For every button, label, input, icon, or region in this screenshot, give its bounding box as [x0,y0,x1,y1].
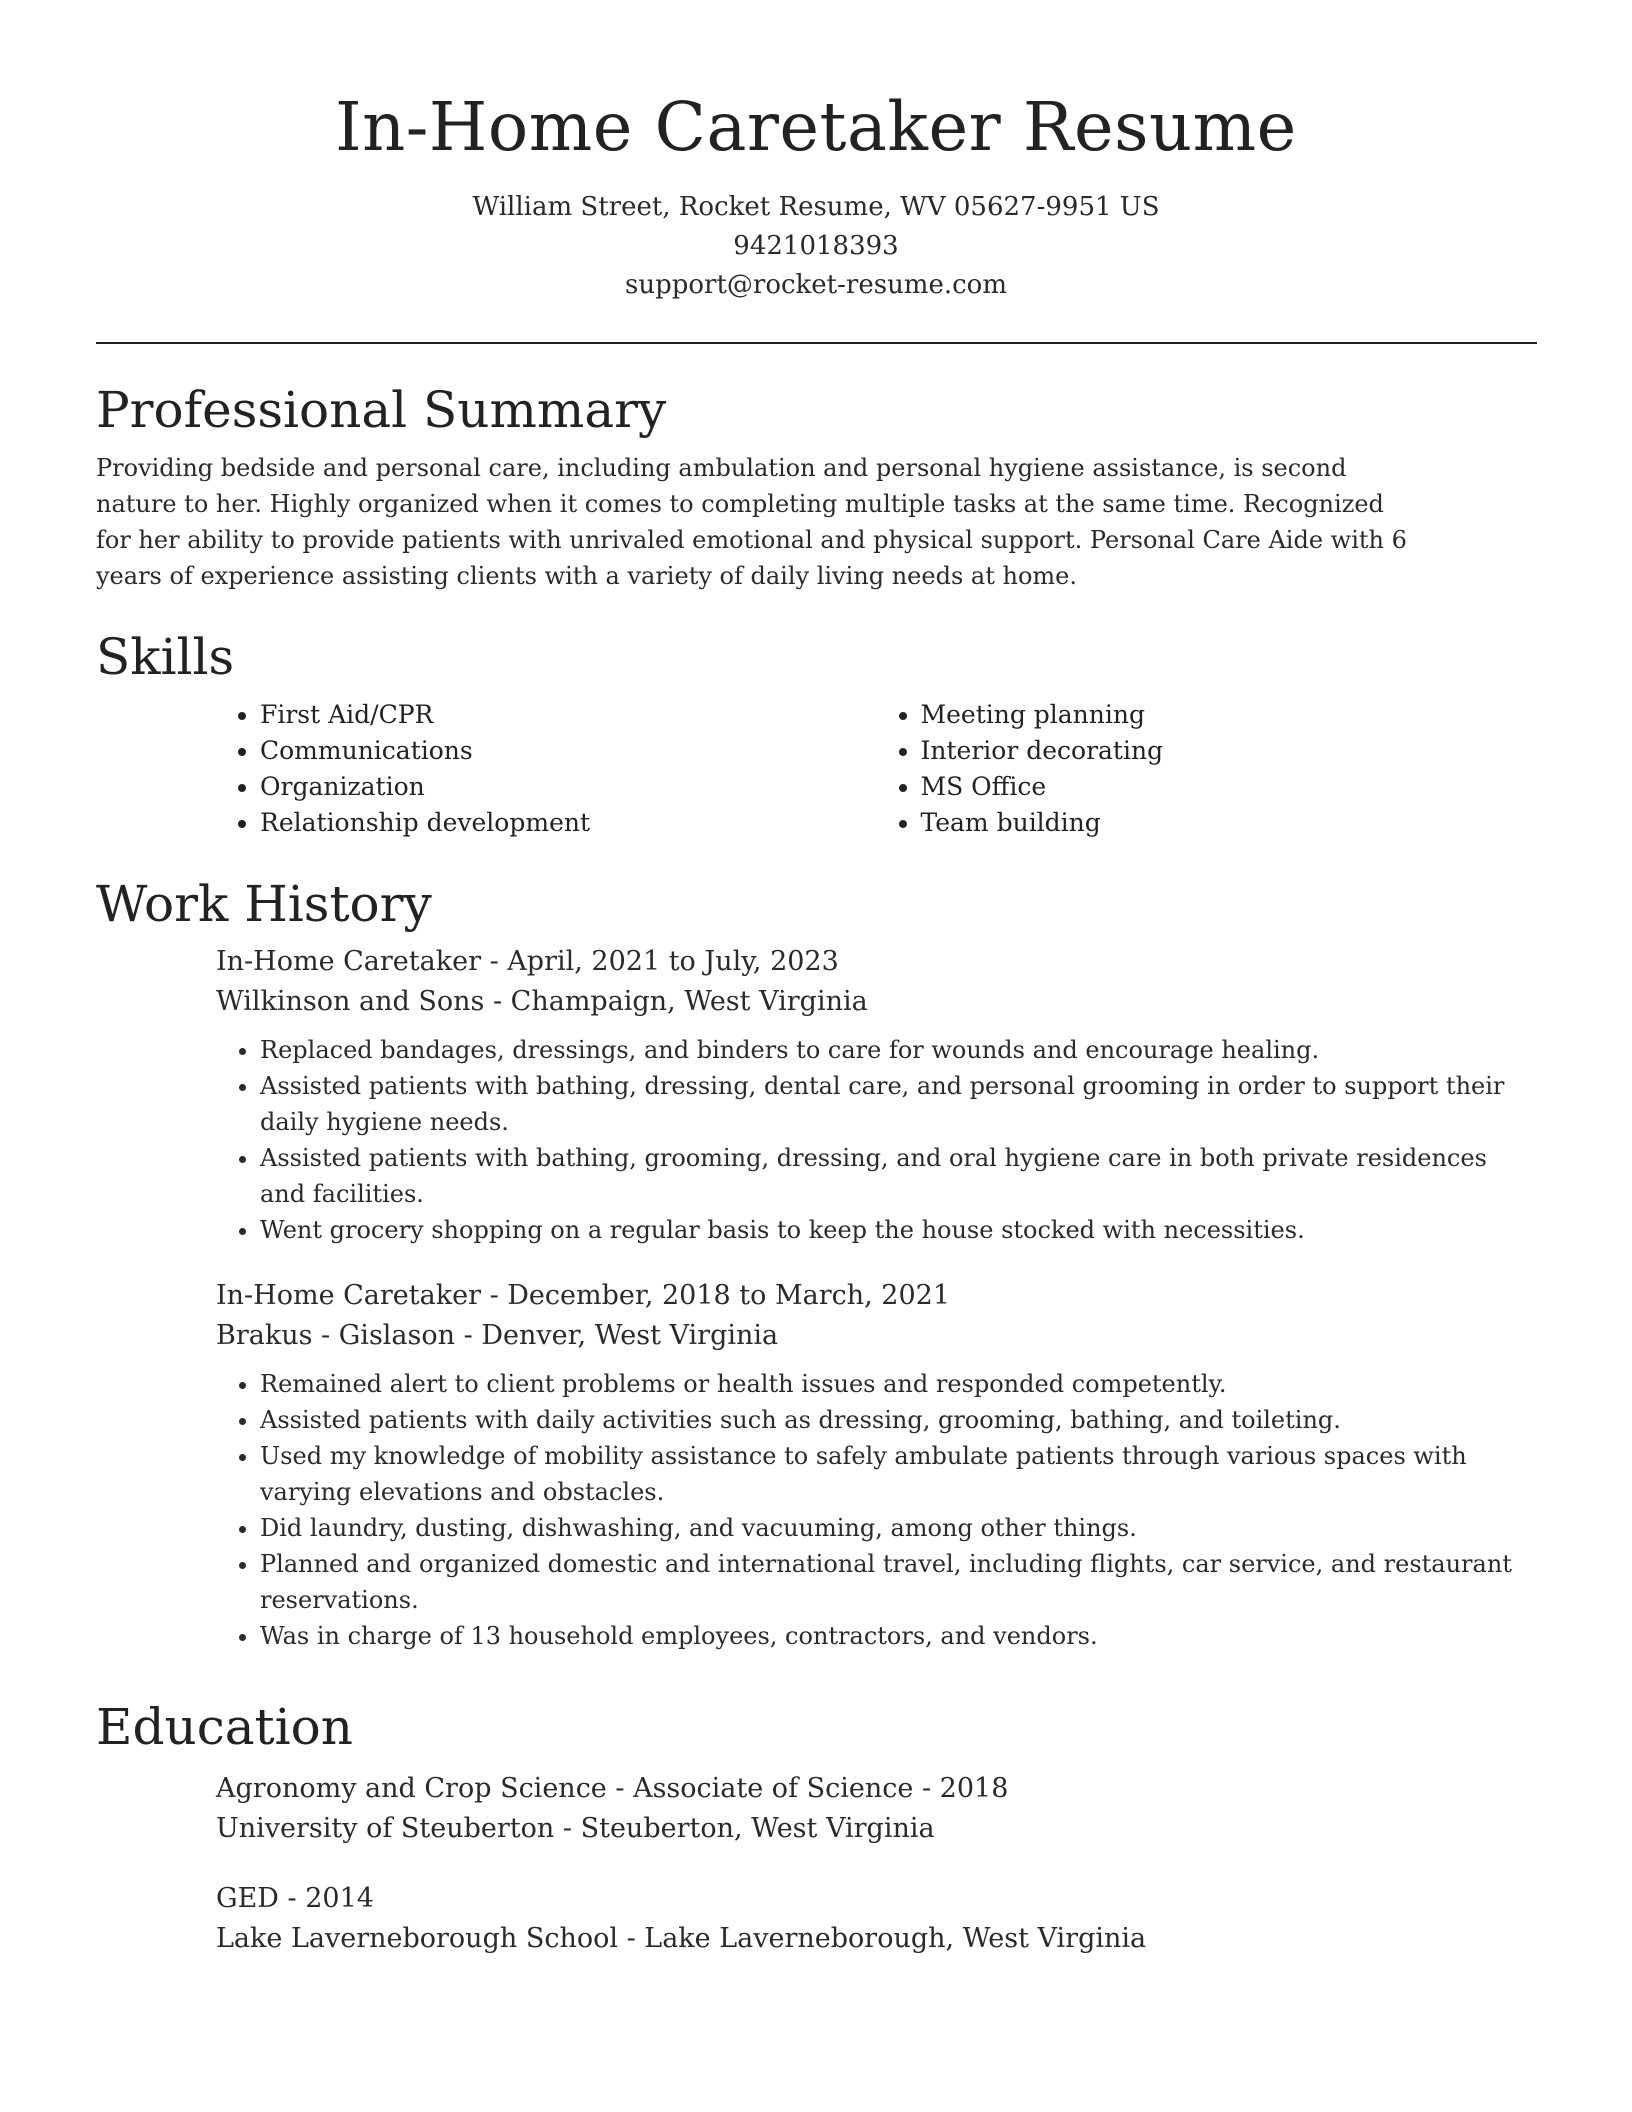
job-bullet: • Was in charge of 13 household employees, contractors, and vendors. [260,1618,1538,1654]
job-bullet: • Remained alert to client problems or health issues and responded competently. [260,1366,1538,1402]
job-company: Brakus - Gislason [216,1320,456,1351]
education-year: 2018 [939,1773,1009,1804]
skill-item: • Communications [260,733,877,769]
work-section [96,874,1537,1682]
job-bullet: • Planned and organized domestic and international travel, including flights, car service, and restaurant reservations. [260,1546,1538,1618]
skill-item: • Relationship development [260,805,877,841]
job-location: Denver, West Virginia [481,1320,779,1351]
resume-title: In-Home Caretaker Resume [335,88,1297,166]
job-bullet: • Assisted patients with bathing, dressing, dental care, and personal grooming in order to support their daily hygiene needs. [260,1068,1538,1140]
skill-item: • Meeting planning [921,697,1538,733]
education-degree: GED [216,1883,279,1914]
contact-block [0,188,1632,305]
education-list [216,1769,1537,1959]
summary-section [96,380,1537,594]
skill-item: • Interior decorating [921,733,1538,769]
skills-list-right [877,697,1538,841]
job-bullet: • Used my knowledge of mobility assistance to safely ambulate patients through various spaces with varying elevations and obstacles. [260,1438,1538,1510]
summary-text: Providing bedside and personal care, including ambulation and personal hygiene assistance, is second nature to her. Highly organized when it comes to completing multiple tasks at the same time. Recognized for her ability to provide patients with unrivaled emotional and physical support. Personal Care Aide with 6 years of experience assisting clients with a variety of daily living needs at home. [96,454,1407,590]
education-school: Lake Laverneborough School [216,1923,618,1954]
job-company-line: Wilkinson and Sons - Champaign, West Virginia [216,986,868,1017]
skills-section [96,627,1537,841]
job-dates: April, 2021 to July, 2023 [507,946,839,977]
skills-heading: Skills [96,628,235,686]
education-location: Lake Laverneborough, West Virginia [644,1923,1147,1954]
education-section [96,1697,1537,1989]
skill-item: • MS Office [921,769,1538,805]
education-school-line: Lake Laverneborough School - Lake Laverneborough, West Virginia [216,1923,1147,1954]
job-list-container [216,942,1537,1654]
job-company-line: Brakus - Gislason - Denver, West Virginia [216,1320,779,1351]
resume-header [0,0,1632,305]
skill-item: • Organization [260,769,877,805]
job-position: In-Home Caretaker [216,1280,481,1311]
job-company: Wilkinson and Sons [216,986,485,1017]
header-divider [96,342,1537,344]
skill-item: • Team building [921,805,1538,841]
job-bullets [216,1366,1538,1654]
contact-phone: 9421018393 [733,231,899,261]
education-entry [216,1879,1537,1959]
contact-address: William Street, Rocket Resume, WV 05627-9951 US [472,192,1160,222]
job-bullet: • Assisted patients with daily activities such as dressing, grooming, bathing, and toileting. [260,1402,1538,1438]
education-heading: Education [96,1698,353,1756]
job-bullet: • Replaced bandages, dressings, and binders to care for wounds and encourage healing. [260,1032,1538,1068]
education-year: 2014 [305,1883,374,1914]
job-location: Champaign, West Virginia [510,986,868,1017]
summary-heading: Professional Summary [96,381,667,439]
skill-item: • First Aid/CPR [260,697,877,733]
job-entry [216,942,1537,1248]
job-title-line: In-Home Caretaker - December, 2018 to March, 2021 [216,1280,950,1311]
job-bullet: • Did laundry, dusting, dishwashing, and vacuuming, among other things. [260,1510,1538,1546]
job-bullets [216,1032,1538,1248]
job-entry [216,1276,1537,1654]
education-degree-line: GED - 2014 [216,1883,374,1914]
job-dates: December, 2018 to March, 2021 [507,1280,950,1311]
job-position: In-Home Caretaker [216,946,481,977]
education-degree-line: Agronomy and Crop Science - Associate of Science - 2018 [216,1773,1009,1804]
education-school: University of Steuberton [216,1813,555,1844]
education-school-line: University of Steuberton - Steuberton, West Virginia [216,1813,935,1844]
education-entry [216,1769,1537,1849]
contact-email: support@rocket-resume.com [624,270,1007,300]
job-bullet: • Assisted patients with bathing, grooming, dressing, and oral hygiene care in both private residences and facilities. [260,1140,1538,1212]
skills-list-left [216,697,877,841]
skills-grid [216,697,1537,841]
job-bullet: • Went grocery shopping on a regular basis to keep the house stocked with necessities. [260,1212,1538,1248]
education-degree: Agronomy and Crop Science - Associate of Science [216,1773,914,1804]
work-heading: Work History [96,875,432,933]
education-location: Steuberton, West Virginia [580,1813,935,1844]
job-title-line: In-Home Caretaker - April, 2021 to July, 2023 [216,946,839,977]
